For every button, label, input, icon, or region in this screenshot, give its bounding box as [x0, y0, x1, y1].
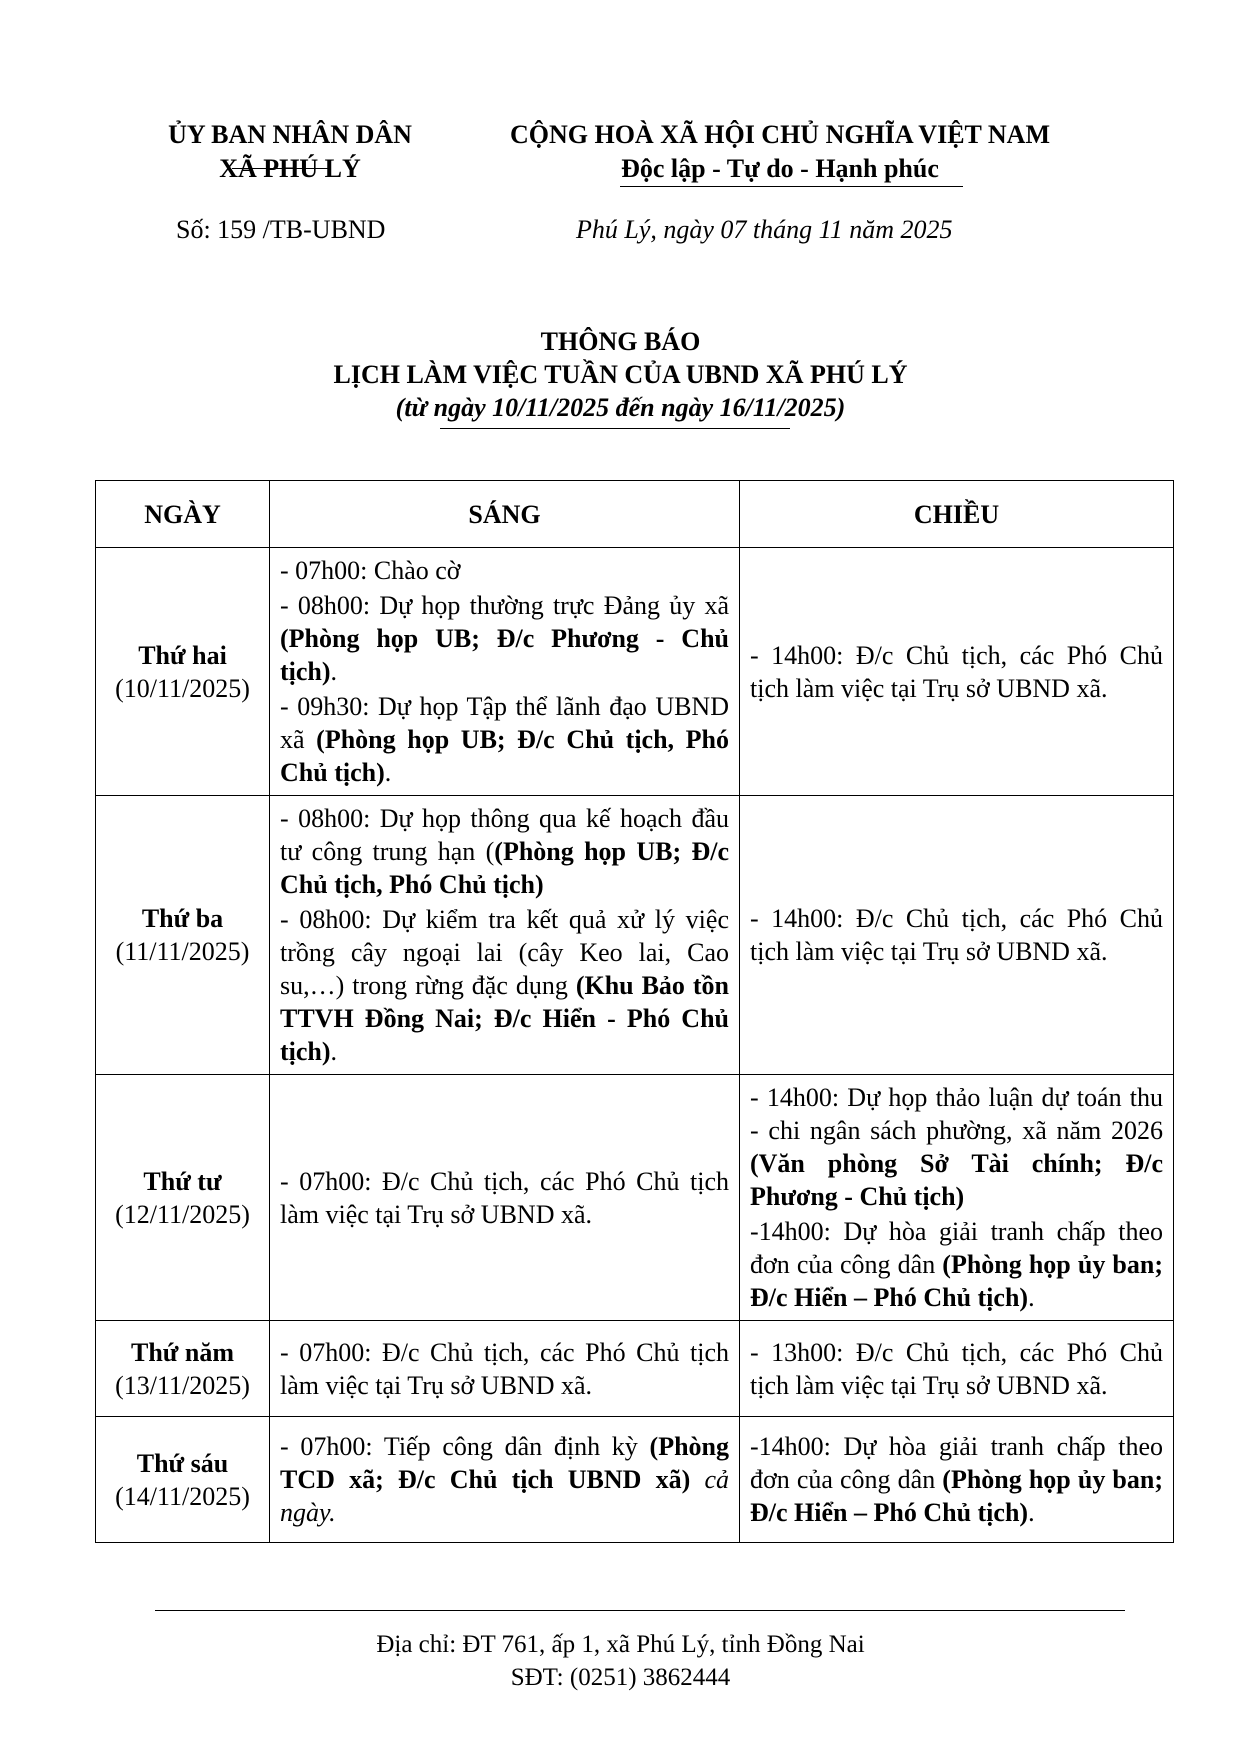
day-name: Thứ hai: [138, 640, 227, 670]
item-text: - 07h00: Đ/c Chủ tịch, các Phó Chủ tịch làm việc tại Trụ sở UBND xã.: [280, 1337, 729, 1400]
item-location: (Phòng họp ủy ban; Đ/c Hiển – Phó Chủ tịch): [750, 1465, 1163, 1527]
item-tail: .: [1028, 1498, 1035, 1527]
title-line2: LỊCH LÀM VIỆC TUẦN CỦA UBND XÃ PHÚ LÝ: [333, 360, 908, 389]
day-cell: [96, 1321, 270, 1417]
title-line1: THÔNG BÁO: [540, 327, 701, 356]
org-underline: [232, 168, 330, 169]
header-morning: SÁNG: [270, 481, 740, 548]
day-name: Thứ sáu: [136, 1448, 229, 1478]
weekly-schedule-table: [95, 480, 1174, 1543]
schedule-item: [750, 1215, 1163, 1314]
org-line2: XÃ PHÚ LÝ: [219, 154, 361, 183]
day-name: Thứ tư: [143, 1166, 222, 1196]
schedule-item: [280, 1430, 729, 1529]
issuing-organization: [120, 118, 460, 186]
item-tail: .: [384, 758, 392, 787]
item-location: (Phòng họp UB; Đ/c Phương - Chủ tịch): [280, 624, 729, 686]
national-motto: [470, 118, 1090, 186]
item-text: - 13h00: Đ/c Chủ tịch, các Phó Chủ tịch làm việc tại Trụ sở UBND xã.: [750, 1337, 1163, 1400]
afternoon-cell: [740, 548, 1174, 796]
item-text: -14h00: Dự hòa giải tranh chấp theo đơn của công dân: [750, 1432, 1163, 1494]
item-text: - 09h30: Dự họp Tập thể lãnh đạo UBND xã: [280, 692, 729, 754]
schedule-item: [280, 690, 729, 789]
day-name: Thứ năm: [130, 1337, 235, 1367]
schedule-item: [280, 802, 729, 901]
footer-address: Địa chỉ: ĐT 761, ấp 1, xã Phú Lý, tỉnh Đồng Nai: [376, 1631, 865, 1658]
schedule-item: [280, 554, 729, 587]
morning-cell: [270, 548, 740, 796]
day-date: (13/11/2025): [115, 1370, 250, 1400]
item-tail: .: [1028, 1283, 1035, 1312]
afternoon-cell: [740, 1321, 1174, 1417]
day-cell: [96, 796, 270, 1075]
item-text: - 14h00: Dự họp thảo luận dự toán thu - chi ngân sách phường, xã năm 2026: [750, 1083, 1163, 1145]
schedule-item: [280, 903, 729, 1068]
morning-cell: [270, 1417, 740, 1543]
table-row: [96, 1321, 1174, 1417]
document-date: Phú Lý, ngày 07 tháng 11 năm 2025: [576, 215, 953, 244]
table-row: [96, 796, 1174, 1075]
item-text: - 08h00: Dự họp thường trực Đảng ủy xã: [280, 591, 729, 620]
item-text: - 14h00: Đ/c Chủ tịch, các Phó Chủ tịch làm việc tại Trụ sở UBND xã.: [750, 640, 1163, 703]
title-date-range: (từ ngày 10/11/2025 đến ngày 16/11/2025): [395, 393, 846, 422]
day-date: (12/11/2025): [115, 1199, 250, 1229]
item-location: (Phòng họp UB; Đ/c Chủ tịch, Phó Chủ tịch): [280, 837, 730, 899]
table-body: [96, 548, 1174, 1543]
item-text: - 07h00: Chào cờ: [280, 556, 461, 585]
day-date: (14/11/2025): [115, 1481, 250, 1511]
nation-line2: Độc lập - Tự do - Hạnh phúc: [621, 154, 939, 183]
schedule-item: [750, 902, 1163, 968]
schedule-item: [750, 1336, 1163, 1402]
schedule-item: [280, 589, 729, 688]
day-cell: [96, 1075, 270, 1321]
schedule-item: [280, 1336, 729, 1402]
schedule-item: [750, 639, 1163, 705]
document-number: Số: 159 /TB-UBND: [176, 215, 386, 244]
day-cell: [96, 548, 270, 796]
item-tail: .: [330, 657, 338, 686]
schedule-item: [750, 1430, 1163, 1529]
header-afternoon: CHIỀU: [740, 481, 1174, 548]
table-row: [96, 1075, 1174, 1321]
day-cell: [96, 1417, 270, 1543]
afternoon-cell: [740, 1075, 1174, 1321]
item-text: - 08h00: Dự kiểm tra kết quả xử lý việc trồng cây ngoại lai (cây Keo lai, Cao su,…) trong rừng đặc dụng: [280, 905, 729, 1000]
item-location: (Văn phòng Sở Tài chính; Đ/c Phương - Chủ tịch): [750, 1149, 1163, 1211]
schedule-item: [280, 1165, 729, 1231]
item-location: (Phòng họp ủy ban; Đ/c Hiển – Phó Chủ tịch): [750, 1250, 1163, 1312]
table-header-row: [96, 481, 1174, 548]
day-date: (10/11/2025): [115, 673, 250, 703]
title-block: [0, 325, 1241, 424]
table-row: [96, 548, 1174, 796]
item-note: cả ngày.: [280, 1465, 729, 1527]
item-location: (Phòng TCD xã; Đ/c Chủ tịch UBND xã): [280, 1432, 729, 1494]
item-tail: .: [330, 1037, 338, 1066]
item-text: -14h00: Dự hòa giải tranh chấp theo đơn của công dân: [750, 1217, 1163, 1279]
morning-cell: [270, 1075, 740, 1321]
footer-phone: SĐT: (0251) 3862444: [510, 1664, 731, 1691]
morning-cell: [270, 1321, 740, 1417]
schedule-item: [750, 1081, 1163, 1213]
item-text: - 14h00: Đ/c Chủ tịch, các Phó Chủ tịch làm việc tại Trụ sở UBND xã.: [750, 904, 1163, 966]
afternoon-cell: [740, 796, 1174, 1075]
day-date: (11/11/2025): [115, 937, 250, 966]
item-location: (Khu Bảo tồn TTVH Đồng Nai; Đ/c Hiển - Phó Chủ tịch): [280, 971, 729, 1066]
footer: [0, 1628, 1241, 1694]
header-day: NGÀY: [96, 481, 270, 548]
item-text: - 08h00: Dự họp thông qua kế hoạch đầu tư công trung hạn (: [280, 804, 729, 866]
day-name: Thứ ba: [141, 904, 224, 933]
afternoon-cell: [740, 1417, 1174, 1543]
morning-cell: [270, 796, 740, 1075]
motto-underline: [620, 186, 963, 187]
title-underline: [440, 428, 790, 429]
item-location: (Phòng họp UB; Đ/c Chủ tịch, Phó Chủ tịch): [280, 725, 729, 787]
org-line1: ỦY BAN NHÂN DÂN: [168, 120, 412, 149]
footer-divider: [155, 1610, 1125, 1611]
item-text: - 07h00: Tiếp công dân định kỳ: [280, 1432, 650, 1461]
item-text: - 07h00: Đ/c Chủ tịch, các Phó Chủ tịch làm việc tại Trụ sở UBND xã.: [280, 1166, 729, 1229]
nation-line1: CỘNG HOÀ XÃ HỘI CHỦ NGHĨA VIỆT NAM: [509, 120, 1051, 149]
table-row: [96, 1417, 1174, 1543]
